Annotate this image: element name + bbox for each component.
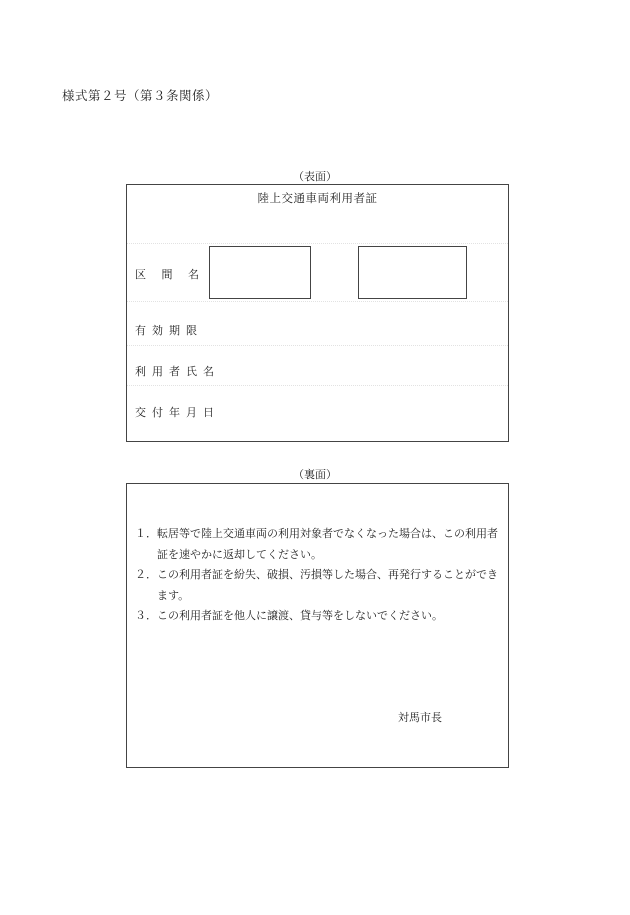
card-back [126, 483, 509, 768]
notes-list [135, 524, 507, 627]
issuer-name: 対馬市長 [398, 711, 442, 724]
user-name-label: 利用者氏名 [135, 365, 220, 378]
validity-label: 有効期限 [135, 324, 203, 337]
note-number: ２． [135, 568, 157, 581]
form-number: 様式第２号（第３条関係） [62, 88, 219, 103]
divider [127, 301, 508, 302]
section-label-char: 区 [135, 268, 146, 281]
front-side-label: （表面） [293, 170, 337, 183]
note-text: この利用者証を紛失、破損、汚損等した場合、再発行することができます。 [157, 568, 498, 602]
issue-date-label: 交付年月日 [135, 406, 220, 419]
divider [127, 243, 508, 244]
note-item [135, 524, 507, 565]
section-label-char: 名 [188, 268, 199, 281]
card-front [126, 184, 509, 442]
section-to-box [358, 246, 467, 299]
section-from-box [209, 246, 311, 299]
note-item [135, 606, 507, 627]
note-text: 転居等で陸上交通車両の利用対象者でなくなった場合は、この利用者証を速やかに返却してください。 [157, 527, 498, 561]
divider [127, 385, 508, 386]
note-number: ３． [135, 609, 157, 622]
note-number: １． [135, 527, 157, 540]
section-label-char: 間 [161, 268, 173, 281]
card-title: 陸上交通車両利用者証 [257, 191, 378, 205]
note-item [135, 565, 507, 606]
back-side-label: （裏面） [293, 468, 337, 481]
note-text: この利用者証を他人に譲渡、貸与等をしないでください。 [157, 609, 443, 622]
section-label [135, 266, 199, 282]
divider [127, 345, 508, 346]
